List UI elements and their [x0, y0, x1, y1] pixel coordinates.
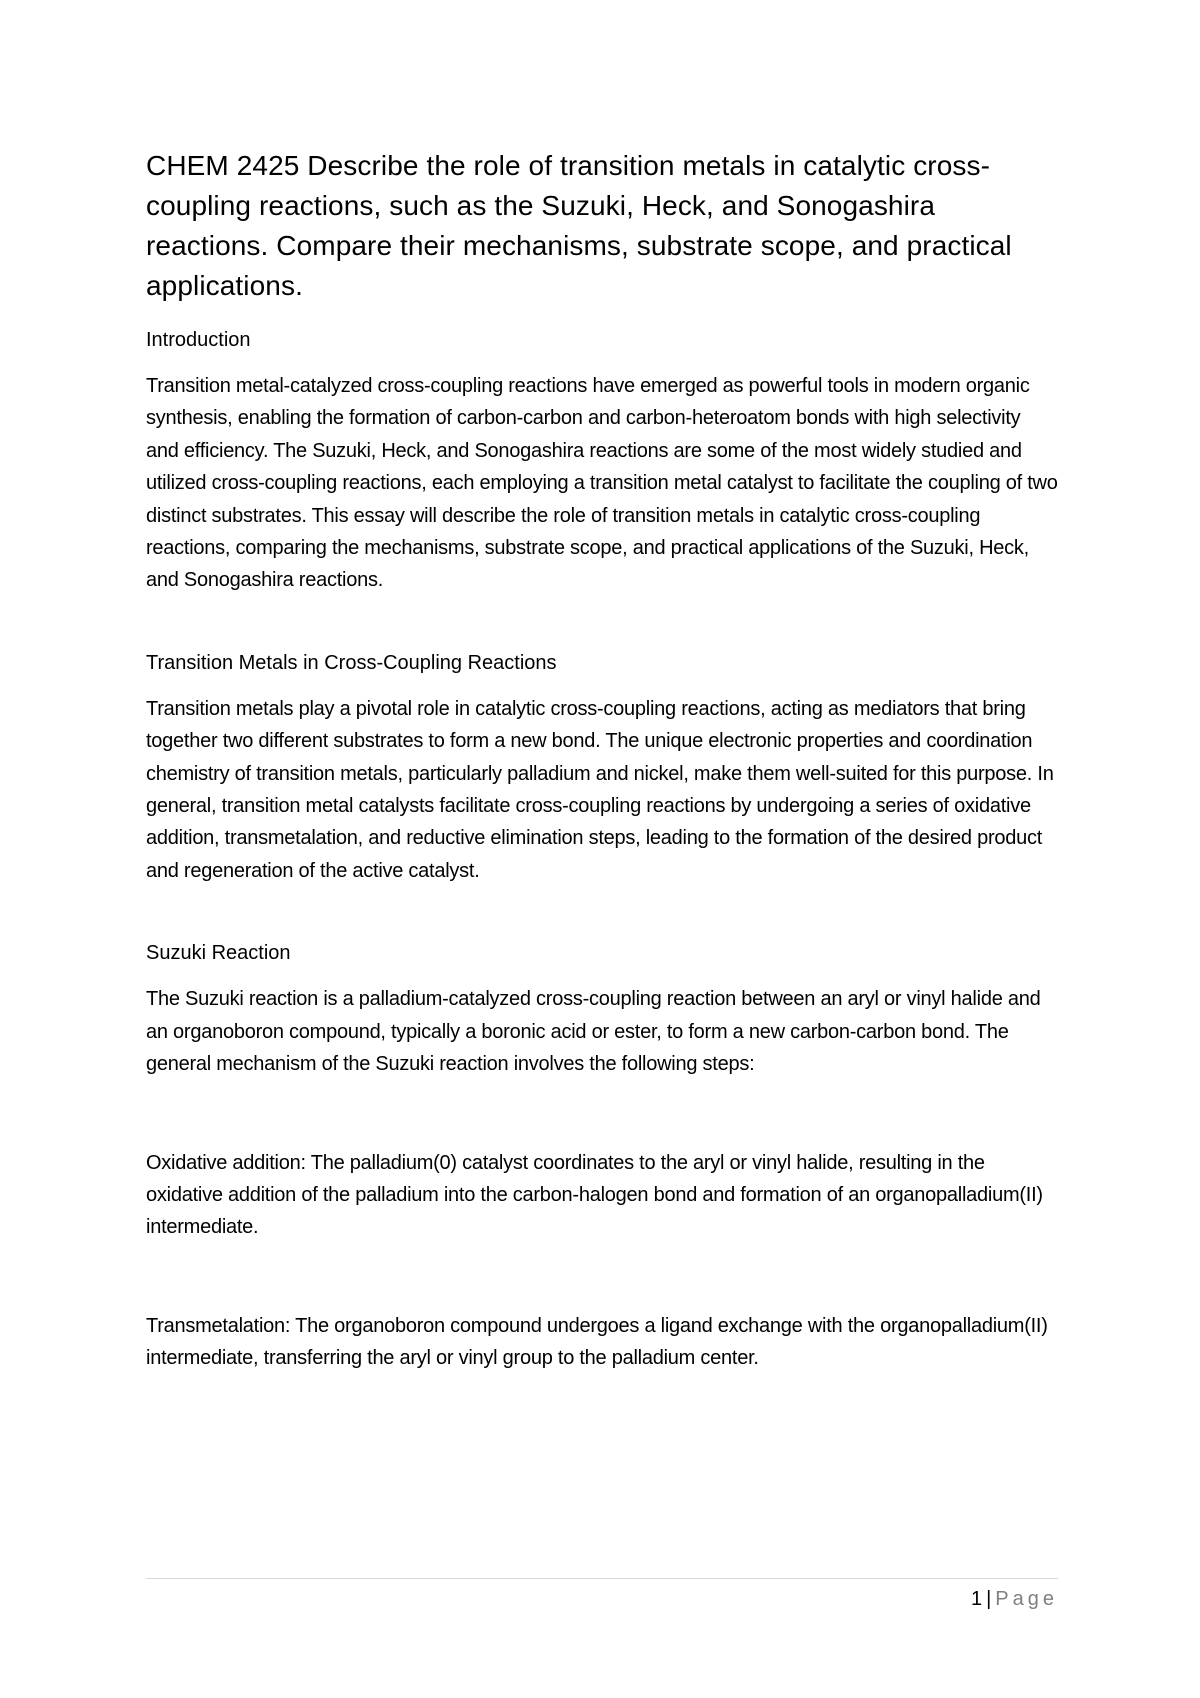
section-heading-transition-metals: Transition Metals in Cross-Coupling Reactions [146, 651, 557, 674]
section-heading-introduction: Introduction [146, 329, 251, 351]
page-content [146, 146, 1058, 1375]
suzuki-paragraph: The Suzuki reaction is a palladium-catalyzed cross-coupling reaction between an aryl or vinyl halide and an organoboron compound, typically a boronic acid or ester, to form a new carbon-carbon bond. The general mechanism of the Suzuki reaction involves the following steps: [146, 988, 1041, 1076]
document-title: CHEM 2425 Describe the role of transition metals in catalytic cross-coupling reactions, such as the Suzuki, Heck, and Sonogashira reactions. Compare their mechanisms, substrate scope, and practical applications. [146, 150, 1012, 301]
section-heading-suzuki: Suzuki Reaction [146, 942, 291, 965]
suzuki-step-transmetalation: Transmetalation: The organoboron compound undergoes a ligand exchange with the organopalladium(II) intermediate, transferring the aryl or vinyl group to the palladium center. [146, 1314, 1048, 1370]
page-number: 1 [970, 1588, 983, 1610]
footer-divider [146, 1578, 1058, 1579]
transition-metals-paragraph: Transition metals play a pivotal role in catalytic cross-coupling reactions, acting as mediators that bring together two different substrates to form a new bond. The unique electronic properties and coordination chemistry of transition metals, particularly palladium and nickel, make them well-suited for this purpose. In general, transition metal catalysts facilitate cross-coupling reactions by undergoing a series of oxidative addition, transmetalation, and reductive elimination steps, leading to the formation of the desired product and regeneration of the active catalyst. [146, 697, 1054, 882]
page-word: Page [995, 1588, 1058, 1610]
page-footer [146, 1578, 1058, 1613]
page-number-label [146, 1585, 1058, 1613]
page-number-separator: | [986, 1588, 992, 1610]
suzuki-step-oxidative-addition: Oxidative addition: The palladium(0) catalyst coordinates to the aryl or vinyl halide, resulting in the oxidative addition of the palladium into the carbon-halogen bond and formation of an organopalladium(II) intermediate. [146, 1151, 1043, 1239]
introduction-paragraph: Transition metal-catalyzed cross-coupling reactions have emerged as powerful tools in modern organic synthesis, enabling the formation of carbon-carbon and carbon-heteroatom bonds with high selectivity and efficiency. The Suzuki, Heck, and Sonogashira reactions are some of the most widely studied and utilized cross-coupling reactions, each employing a transition metal catalyst to facilitate the coupling of two distinct substrates. This essay will describe the role of transition metals in catalytic cross-coupling reactions, comparing the mechanisms, substrate scope, and practical applications of the Suzuki, Heck, and Sonogashira reactions. [146, 375, 1058, 592]
